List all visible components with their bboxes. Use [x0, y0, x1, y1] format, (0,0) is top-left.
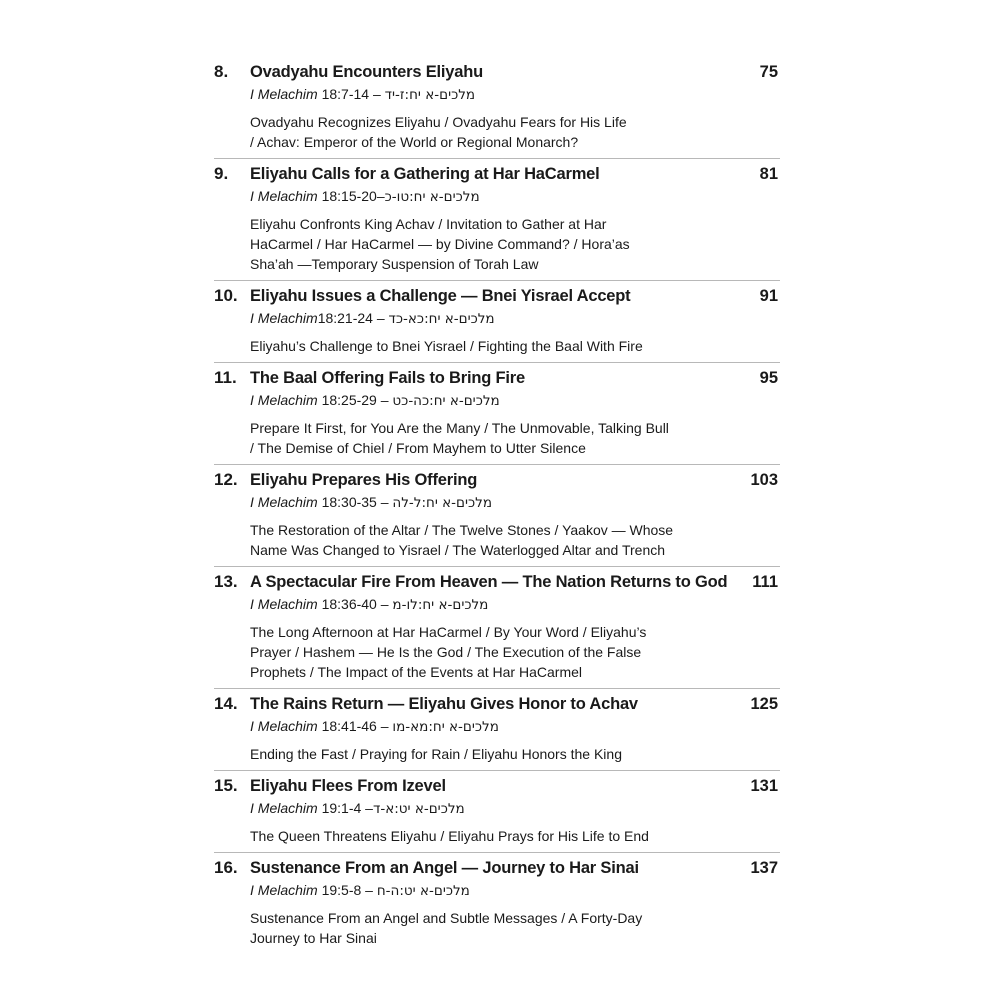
chapter-number: 14. [214, 694, 238, 713]
toc-entry [214, 858, 780, 954]
chapter-number: 13. [214, 572, 238, 591]
page-number: 137 [750, 859, 778, 877]
subtopic-line: Eliyahu Confronts King Achav / Invitation to Gather at Har [250, 216, 607, 232]
subtopic-line: Prophets / The Impact of the Events at Har HaCarmel [250, 664, 583, 680]
chapter-title: The Rains Return — Eliyahu Gives Honor to Achav [250, 695, 638, 713]
chapter-subtopics [214, 336, 755, 356]
toc-entry [214, 694, 780, 771]
chapter-number: 8. [214, 62, 229, 81]
scripture-reference [214, 309, 780, 328]
chapter-number: 11. [214, 368, 237, 387]
scripture-reference [214, 187, 780, 206]
chapter-title: The Baal Offering Fails to Bring Fire [250, 369, 525, 387]
reference-verse: 18:36-40 – [317, 596, 393, 612]
chapter-number: 16. [214, 858, 238, 877]
chapter-title: Sustenance From an Angel — Journey to Har Sinai [250, 859, 639, 877]
subtopic-line: The Long Afternoon at Har HaCarmel / By Your Word / Eliyahu’s [250, 624, 647, 640]
subtopic-line: HaCarmel / Har HaCarmel — by Divine Command? / Hora’as [250, 236, 630, 252]
page-number: 125 [750, 695, 778, 713]
subtopic-line: Ovadyahu Recognizes Eliyahu / Ovadyahu Fears for His Life [250, 114, 627, 130]
chapter-subtopics [214, 826, 755, 846]
subtopic-line: Journey to Har Sinai [250, 930, 377, 946]
page-number: 75 [759, 63, 778, 81]
page-number: 81 [759, 165, 778, 183]
reference-hebrew: מלכים-א יט:א-ד [372, 801, 465, 817]
subtopic-line: Sha’ah —Temporary Suspension of Torah Law [250, 256, 539, 272]
toc-entry [214, 470, 780, 567]
reference-verse: 18:30-35 – [317, 494, 393, 510]
subtopic-line: / The Demise of Chiel / From Mayhem to Utter Silence [250, 440, 586, 456]
reference-book: I Melachim [250, 392, 318, 408]
reference-book: I Melachim [250, 596, 318, 612]
reference-book: I Melachim [250, 494, 318, 510]
reference-verse: 18:41-46 – [317, 718, 393, 734]
toc-entry [214, 368, 780, 465]
reference-hebrew: מלכים-א יח:לו-מ [392, 597, 489, 613]
scripture-reference [214, 799, 780, 818]
scripture-reference [214, 881, 780, 900]
reference-verse: 19:5-8 – [317, 882, 377, 898]
subtopic-line: Ending the Fast / Praying for Rain / Eliyahu Honors the King [250, 746, 622, 762]
chapter-title: Eliyahu Calls for a Gathering at Har HaCarmel [250, 165, 600, 183]
toc-entry [214, 164, 780, 281]
page-number: 91 [759, 287, 778, 305]
chapter-number: 12. [214, 470, 238, 489]
toc-entry [214, 286, 780, 363]
reference-book: I Melachim [250, 882, 318, 898]
subtopic-line: Eliyahu’s Challenge to Bnei Yisrael / Fighting the Baal With Fire [250, 338, 643, 354]
subtopic-line: The Queen Threatens Eliyahu / Eliyahu Prays for His Life to End [250, 828, 649, 844]
reference-hebrew: מלכים-א יח:טו-כ [384, 189, 480, 205]
reference-hebrew: מלכים-א יח:כא-כד [388, 311, 495, 327]
subtopic-line: Prayer / Hashem — He Is the God / The Execution of the False [250, 644, 642, 660]
page-number: 131 [750, 777, 778, 795]
subtopic-line: Name Was Changed to Yisrael / The Waterlogged Altar and Trench [250, 542, 666, 558]
reference-hebrew: מלכים-א יח:ז-יד [384, 87, 476, 103]
chapter-subtopics [214, 744, 755, 764]
toc-entry [214, 572, 780, 689]
reference-verse: 18:21-24 – [317, 310, 389, 326]
chapter-title: Ovadyahu Encounters Eliyahu [250, 63, 483, 81]
chapter-number: 9. [214, 164, 229, 183]
chapter-title: Eliyahu Issues a Challenge — Bnei Yisrael Accept [250, 287, 631, 305]
reference-book: I Melachim [250, 86, 318, 102]
scripture-reference [214, 717, 780, 736]
reference-book: I Melachim [250, 718, 318, 734]
page-number: 95 [759, 369, 778, 387]
chapter-subtopics [214, 622, 755, 682]
table-of-contents [214, 62, 780, 959]
scripture-reference [214, 493, 780, 512]
scripture-reference [214, 595, 780, 614]
chapter-subtopics [214, 214, 755, 274]
reference-verse: 19:1-4 – [317, 800, 373, 816]
reference-hebrew: מלכים-א יח:כה-כט [392, 393, 500, 409]
toc-entry [214, 62, 780, 159]
reference-hebrew: מלכים-א יח:ל-לה [392, 495, 492, 511]
reference-book: I Melachim [250, 188, 318, 204]
reference-verse: 18:7-14 – [317, 86, 385, 102]
reference-verse: 18:25-29 – [317, 392, 393, 408]
chapter-title: A Spectacular Fire From Heaven — The Nation Returns to God [250, 573, 728, 591]
page-number: 103 [750, 471, 778, 489]
subtopic-line: The Restoration of the Altar / The Twelve Stones / Yaakov — Whose [250, 522, 674, 538]
chapter-subtopics [214, 908, 755, 948]
reference-book: I Melachim [250, 800, 318, 816]
scripture-reference [214, 85, 780, 104]
scripture-reference [214, 391, 780, 410]
reference-verse: 18:15-20– [317, 188, 385, 204]
chapter-title: Eliyahu Flees From Izevel [250, 777, 446, 795]
toc-entry [214, 776, 780, 853]
chapter-subtopics [214, 112, 755, 152]
reference-hebrew: מלכים-א יט:ה-ח [376, 883, 470, 899]
chapter-title: Eliyahu Prepares His Offering [250, 471, 478, 489]
chapter-subtopics [214, 520, 755, 560]
reference-book: I Melachim [250, 310, 318, 326]
subtopic-line: / Achav: Emperor of the World or Regional Monarch? [250, 134, 579, 150]
page-number: 111 [752, 573, 778, 591]
subtopic-line: Sustenance From an Angel and Subtle Messages / A Forty-Day [250, 910, 643, 926]
subtopic-line: Prepare It First, for You Are the Many / The Unmovable, Talking Bull [250, 420, 669, 436]
reference-hebrew: מלכים-א יח:מא-מו [392, 719, 499, 735]
chapter-number: 10. [214, 286, 238, 305]
chapter-number: 15. [214, 776, 238, 795]
chapter-subtopics [214, 418, 755, 458]
